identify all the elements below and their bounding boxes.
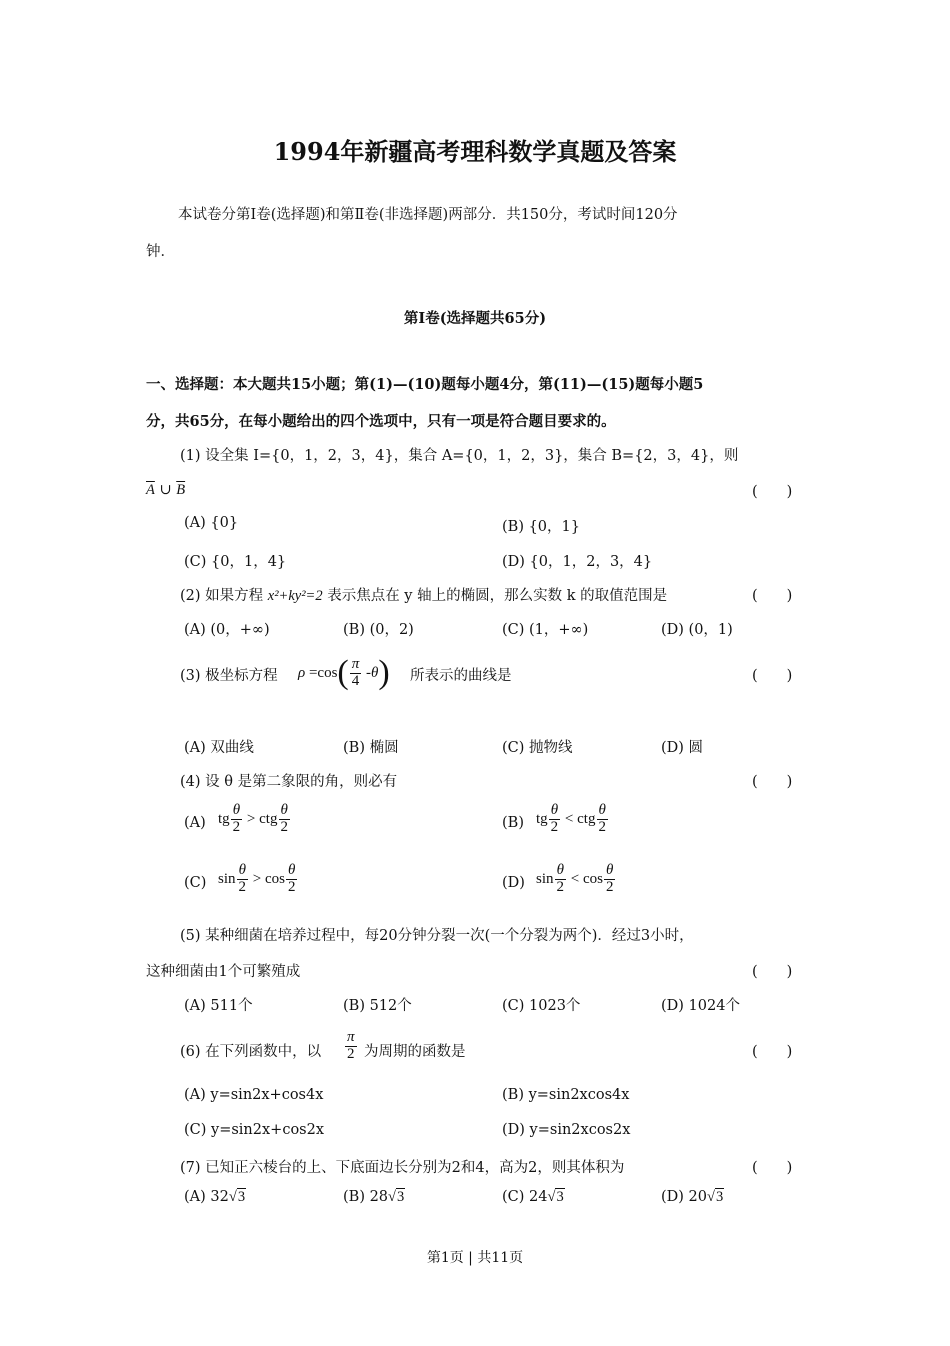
part1-heading: 第Ⅰ卷(选择题共65分) [403, 310, 547, 327]
section1-instructions-cont: 分，共65分，在每小题给出的四个选项中，只有一项是符合题目要求的。 [146, 413, 616, 430]
q1-expression: $\overline{A}$ ∪ $\overline{B}$ [146, 482, 186, 498]
q6-period-fraction: $\frac{\pi}{2}$ [347, 1029, 355, 1062]
sqrt-symbol: √ [707, 1189, 715, 1205]
q2-suffix: 表示焦点在 y 轴上的椭圆，那么实数 k 的取值范围是 [327, 588, 668, 604]
q3-suffix: 所表示的曲线是 [410, 668, 512, 684]
q1-answer-blank: ( ) [752, 484, 793, 500]
q1-option-a: (A) {0} [184, 515, 239, 531]
q7-option-c-label: (C) 24 [502, 1189, 548, 1205]
q6-prefix: (6) 在下列函数中，以 [180, 1044, 322, 1060]
sqrt-symbol: √ [547, 1189, 556, 1205]
q2-equation: x²+ky²=2 [267, 588, 323, 604]
q5-option-c: (C) 1023个 [502, 998, 581, 1014]
q4-option-c-label: (C) [184, 875, 207, 891]
q5-option-d: (D) 1024个 [661, 998, 740, 1014]
q4-option-a-label: (A) [184, 815, 206, 831]
q4-option-d-label: (D) [502, 875, 525, 891]
q2-answer-blank: ( ) [752, 588, 793, 604]
section1-instructions: 一、选择题：本大题共15小题；第(1)—(10)题每小题4分，第(11)—(15)题每小题5 [146, 376, 704, 393]
q4-option-b-formula: tg $\frac{\theta}{2}$ < ctg $\frac{\theta}{2}$ [536, 802, 606, 835]
q3-polar-equation: ρ =cos ( $\frac{\pi}{4}$ - θ ) [298, 654, 390, 691]
q7-option-b [343, 1189, 405, 1206]
q3-option-d: (D) 圆 [661, 740, 704, 756]
q7-stem: (7) 已知正六棱台的上、下底面边长分别为2和4，高为2，则其体积为 [180, 1160, 625, 1176]
q7-answer-blank: ( ) [752, 1160, 793, 1176]
q2-prefix: (2) 如果方程 [180, 588, 264, 604]
q6-suffix: 为周期的函数是 [364, 1044, 466, 1060]
q2-option-a: (A) (0，+∞) [184, 622, 270, 638]
page-title: 1994年新疆高考理科数学真题及答案 [273, 137, 677, 166]
q3-option-b: (B) 椭圆 [343, 740, 399, 756]
q7-option-d [661, 1189, 724, 1206]
q6-option-b: (B) y=sin2xcos4x [502, 1087, 630, 1103]
q7-radicand: 3 [715, 1189, 724, 1205]
q3-option-c: (C) 抛物线 [502, 740, 573, 756]
q4-option-d-formula: sin $\frac{\theta}{2}$ < cos $\frac{\theta}{2}$ [536, 862, 614, 895]
q2-option-c: (C) (1，+∞) [502, 622, 589, 638]
q2-option-b: (B) (0，2) [343, 622, 414, 638]
q6-option-d: (D) y=sin2xcos2x [502, 1122, 631, 1138]
q5-option-b: (B) 512个 [343, 998, 412, 1014]
intro-text-cont: 钟． [146, 244, 175, 260]
q2-option-d: (D) (0，1) [661, 622, 733, 638]
q6-option-c: (C) y=sin2x+cos2x [184, 1122, 325, 1138]
q4-option-b-label: (B) [502, 815, 524, 831]
q5-stem: (5) 某种细菌在培养过程中，每20分钟分裂一次(一个分裂为两个)．经过3小时， [180, 928, 694, 944]
q2-stem [180, 584, 667, 605]
q7-option-a [184, 1189, 246, 1206]
q1-option-d: (D) {0，1，2，3，4} [502, 554, 653, 570]
q7-option-a-label: (A) 32 [184, 1189, 229, 1205]
q3-answer-blank: ( ) [752, 668, 793, 684]
intro-text: 本试卷分第Ⅰ卷(选择题)和第Ⅱ卷(非选择题)两部分．共150分，考试时间120分 [178, 207, 678, 223]
sqrt-symbol: √ [228, 1189, 237, 1205]
q1-stem: (1) 设全集 I={0，1，2，3，4}，集合 A={0，1，2，3}，集合 B={2，3，4}，则 [180, 448, 739, 464]
q4-stem: (4) 设 θ 是第二象限的角，则必有 [180, 774, 398, 790]
q4-option-a-formula: tg $\frac{\theta}{2}$ > ctg $\frac{\theta}{2}$ [218, 802, 288, 835]
page-footer: 第1页 | 共11页 [426, 1250, 524, 1266]
q5-option-a: (A) 511个 [184, 998, 253, 1014]
q7-radicand: 3 [397, 1189, 405, 1205]
q4-answer-blank: ( ) [752, 774, 793, 790]
q7-option-b-label: (B) 28 [343, 1189, 389, 1205]
q5-stem-cont: 这种细菌由1个可繁殖成 [146, 964, 301, 980]
q6-option-a: (A) y=sin2x+cos4x [184, 1087, 324, 1103]
q4-option-c-formula: sin $\frac{\theta}{2}$ > cos $\frac{\theta}{2}$ [218, 862, 296, 895]
q7-radicand: 3 [556, 1189, 564, 1205]
q5-answer-blank: ( ) [752, 964, 793, 980]
q1-option-c: (C) {0，1，4} [184, 554, 287, 570]
q3-option-a: (A) 双曲线 [184, 740, 254, 756]
q7-radicand: 3 [237, 1189, 246, 1205]
q1-option-b: (B) {0，1} [502, 519, 580, 535]
q7-option-d-label: (D) 20 [661, 1189, 707, 1205]
sqrt-symbol: √ [388, 1189, 396, 1205]
q6-answer-blank: ( ) [752, 1044, 793, 1060]
q7-option-c [502, 1189, 565, 1206]
q3-prefix: (3) 极坐标方程 [180, 668, 278, 684]
